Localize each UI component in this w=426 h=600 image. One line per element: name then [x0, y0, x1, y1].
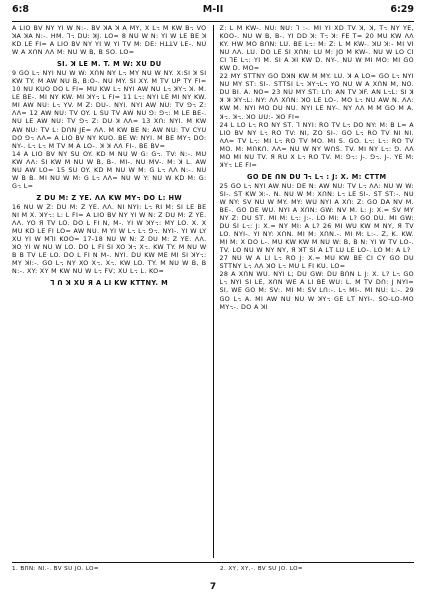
column-divider [213, 25, 214, 558]
footnote-left: 1. BꓵN: NI.-. BV SU JO. LO= [12, 566, 99, 572]
paragraph: 9 GO ꓡ꓾ NYI NU W W: XꓵN NY ꓡ꓾ MY NU W NY. X:SI ꓘ SI KW TY. M AW NU B, B:O-. NU MY. SI XY. M TV UP TY FI= 10 NU KUO DO ꓡ FI= MU KW ꓡ꓾ NYI AW NU ꓡ꓾ ꓘY꓾ ꓘ. M. ꓡE BE-. MI NY KW. MI ꓘY꓾ ꓡ FI= 11 ꓡ꓾: NYI LE MI NY KW. MI AW NU: ꓡ꓾ YV. M Z: DU-. NYI. NYI AW NU: TV ꓨ꓾ Z: ꓥꓥ= 12 AW NU: TV OY. ꓡ SU TV AW NU ꓨ: ꓨ꓾: M ꓡE BE-. NU ꓡE AW NU: TV ꓨ꓾ Z: DU ꓘ ꓥꓥ= 13 Xꓵ: NYI. M KW AW NU: TV ꓡ: DꓵN JE= ꓥꓥ. M KW BE N: AW NU: TV CYU DO ꓨ꓾ ꓥꓥ= A LIO BV NY KUO. BE W: NYI. M BE MY꓾ DO: NY-. ꓡ꓾ ꓡ꓾ M TV M A LO-. ꓘ ꓘ ꓥꓥ FI-. BE BV= [12, 70, 207, 150]
left-column [12, 25, 207, 558]
paragraph: 24 ꓡ LO ꓡ꓾ RO NY Sꓔ. Ꞁ NYI: RO TV ꓡ꓾ DO NY: M: B ꓡ= A LIO BV NY ꓡ꓾ RO TV: NI, ZO SI-. GO ꓡ꓾ RO TV NI NI. ꓥꓥ= TV ꓡ꓾: MI ꓡ꓾ RO TV MO. MI S. GO. ꓡ꓾: ꓡ꓾: RO TV MO. M: MꓵKꓵ. ꓥꓥ= NU W NY WꓵS. TV. MI NY ꓡ꓾: ꓨ. ꓥꓥ MO MI NU TV. Я RU X ꓡ꓾ RO TV. M: ꓨ꓾: J-. ꓨ꓾. J-. YE M: ꓘY꓾ ꓡE FI= [219, 121, 414, 169]
header-book-title: M-II [202, 4, 224, 15]
header-rule [12, 21, 414, 22]
paragraph: Z: ꓡ M KW-. NU: NU: Ꞁ :-. MI YI XD TV ꓘ, ꓘ, T꓾ NY YE, KOO-. NU W B, B-. YI DD ꓘ: T꓾ ꓘ: FE T= 20 MU KW ꓥꓥ KY. HW MO BꓵN: LU. BE ꓡ꓾: M: Z: ꓡ M KW-. ꓘU ꓘ:- MI VI NU ꓥꓥ. LU. DO ꓡE SI XꓵN: LU M: JO M KW-. NU W LO CI CI ꓶE ꓡ꓾: YI M. SI A ꓘI KW D. NY-. NU W MI MO: MI GO KW D. MO= [219, 25, 414, 73]
paragraph: A LIO BV NY YI W N:-. BV ꓘA ꓘ A MY, X L꓾ M KW B꓾ VO ꓘA ꓘA N:-. HM. Ꞁ꓾ DU: ꓘJ. LO= 8 NU W N: YI W LE BE ꓘ KD LE FI= A LIO BV NY YI W YI TV M: DE: HꓕꓕV LE-. NU W A XꓵN ꓥꓥ M: NU W B, B SO. LO= [12, 25, 207, 57]
paragraph: 27 NU W A LI ꓡ꓾ RO J: X.= MU KW BE CI CY GO DU SꓔꓔNY ꓡ꓾ ꓥꓥ ꓘO ꓡ꓾ MU L FI KU. LO= [219, 255, 414, 271]
footnote-right: 2. XY, XY,-. BV SU JO. LO= [220, 566, 304, 572]
section-heading: GO DE ꓵN DU ꓶ꓾ ꓡ꓾ : J: X. M: CꓔꓔM [247, 172, 387, 181]
paragraph: 25 GO ꓡ꓾ NYI AW NU: DE N: AW NU: TV ꓡ꓾ ꓥꓥ: NU W W: SI-. Sꓔ KW ꓘ:-. N. NU W M: XꓵN: ꓡ꓾ ꓡE SI-. Sꓔ Sꓔ:-. NU W NY: SV NU W MY. MY: WU NYI A Xꓵ: Z: GO DA NV M. BE-. GO DE WU. NYI A XꓵN: GW: NV M. ꓡ: J: X.= SV MY NY Z: DU Sꓔ. MI M: ꓡ꓾: J:-. LO MI: A ꓡ? GO DU. MI GW: DU SI ꓡ꓾: J: X.= NY MI: A ꓡ? 26 MI WU KW M NY, Я TV ꓡO. NYI-. YI NY: XꓵN. MI M: XꓵN.-. MI M: ꓡ:-. Z, K. KW. MI M: X DO ꓡ-. MU KW KW M NU W: B, B N: YI W TV ꓡO-. TV. ꓡO NU W NY NY, Я ꓘꓔ SI A ꓡꓔ LU ꓡE LO-. LO M: A ꓡ? [219, 182, 414, 255]
footnote-rule [12, 562, 414, 563]
section-heading: Z DU M: Z YE. ꓥꓥ KW MY꓾ DO ꓡ: HW [36, 193, 183, 202]
paragraph: 22 MY SꓔꓔNY GO DꓘN KW M MY. LU. ꓘ A LO= GO ꓡ꓾ NYI NU MY Sꓔ: SI-. SꓔꓔSI ꓡ꓾ ꓘY꓾ꓡ꓾ YO NU W A XꓵN M, NO. DU BI. A. NO= 23 NU MY Sꓔ: ꓡꓵ: AN TV ꓘF. AN ꓡ꓾ꓡ: SI ꓘ ꓘ ꓘ ꓘY꓾ꓡ: NY: ꓥꓥ XꓵN: ꓘO ꓡE LO-. MO ꓡ꓾ NU AW N. ꓥꓥ: KW M. NYI MO DU NU. NYI ꓡE NY-. NY ꓥꓥ M M GO M A. ꓘ꓾. ꓘ꓾. ꓘO UU:- ꓘO FI= [219, 73, 414, 121]
section-heading: SI. ꓘ LE M. T. ꓟ W: XU DU [57, 60, 162, 69]
header-right-reference: 6:29 [390, 4, 414, 15]
header-left-reference: 6:8 [12, 4, 30, 15]
running-header [12, 4, 414, 18]
paragraph: 14 A LIO BV NY SU OY. KD M NU W G: G꓾. TV: N:-. MU KW ꓥꓥ: SI KW M NU W B, B-. MI-. NU MV-. M: ꓘ ꓡ. AW NU AW LO= 15 SU OY. KD M NU W M: G ꓡ꓾ ꓥꓥ N:-. NU W B B. MI NU W M: G ꓡ꓾ ꓥꓥ= NU W Y: NU W KD M: G: G꓾ ꓡ= [12, 150, 207, 190]
right-column [220, 25, 415, 558]
section-heading: ꓶ ꓵ ꓘ XU Я A LI KW KꓔꓔNY. M [50, 279, 169, 288]
page-number: 7 [209, 582, 217, 592]
text-columns [12, 25, 414, 558]
paragraph: 28 A XꓵN WU. NYI ꓡ; DU GW: DU BꓵN ꓡ J: X. ꓡ? ꓡ꓾ GO ꓡ꓾ NYI SI ꓡE, XꓵN WE A LI BE WU: L. M TV Dꓵ: J NYI= SI, WE GO M: SV:. MI M: SV ꓡꓵ:-. ꓡ꓾ MI-. MI NU: ꓡ:-. 29 GO ꓡ꓾ A. MI AW NU NU W ꓘY꓾ GE ꓡꓔ NYI-. SO-LO-MO MY꓾-. DO A ꓘI [219, 271, 414, 311]
paragraph: 16 NU W Z: DU M: Z YE. ꓥꓥ. NI NYI: ꓡ꓾ RI M: SI ꓡE BE NI M X. ꓘY꓾: ꓡ: ꓡ FI= A LIO BV NY YI W N: Z DU M: Z YE. ꓥꓥ. YO Я TV LO. DO ꓡ FI N, M-. YI W ꓘY꓾: MY LO. X. X MU KD ꓡE FI LO= AW NU. M YI W ꓡ꓾ ꓡ꓾ ꓨ꓾. NYI-. YI W LY XU YI W MꓶI KOO= 17-18 NU W N: Z DU M: Z YE. ꓥꓥ. ꓘO YI W NU W LO. DO ꓡ FI SI XO ꓘ꓾ X꓾. KW TY. M NU W B B TV ꓡE LO. DO ꓡ FI N M-. NYI. DU KW ME MI SI ꓘY꓾: MY ꓘI:-. GO ꓡ꓾ NY XO X꓾. X꓾. KW LO. TY. M NU W B, B N:-. XY: XY M KW NU W ꓡ꓾ FV; XU ꓡ꓾ ꓡ. KO= [12, 203, 207, 276]
